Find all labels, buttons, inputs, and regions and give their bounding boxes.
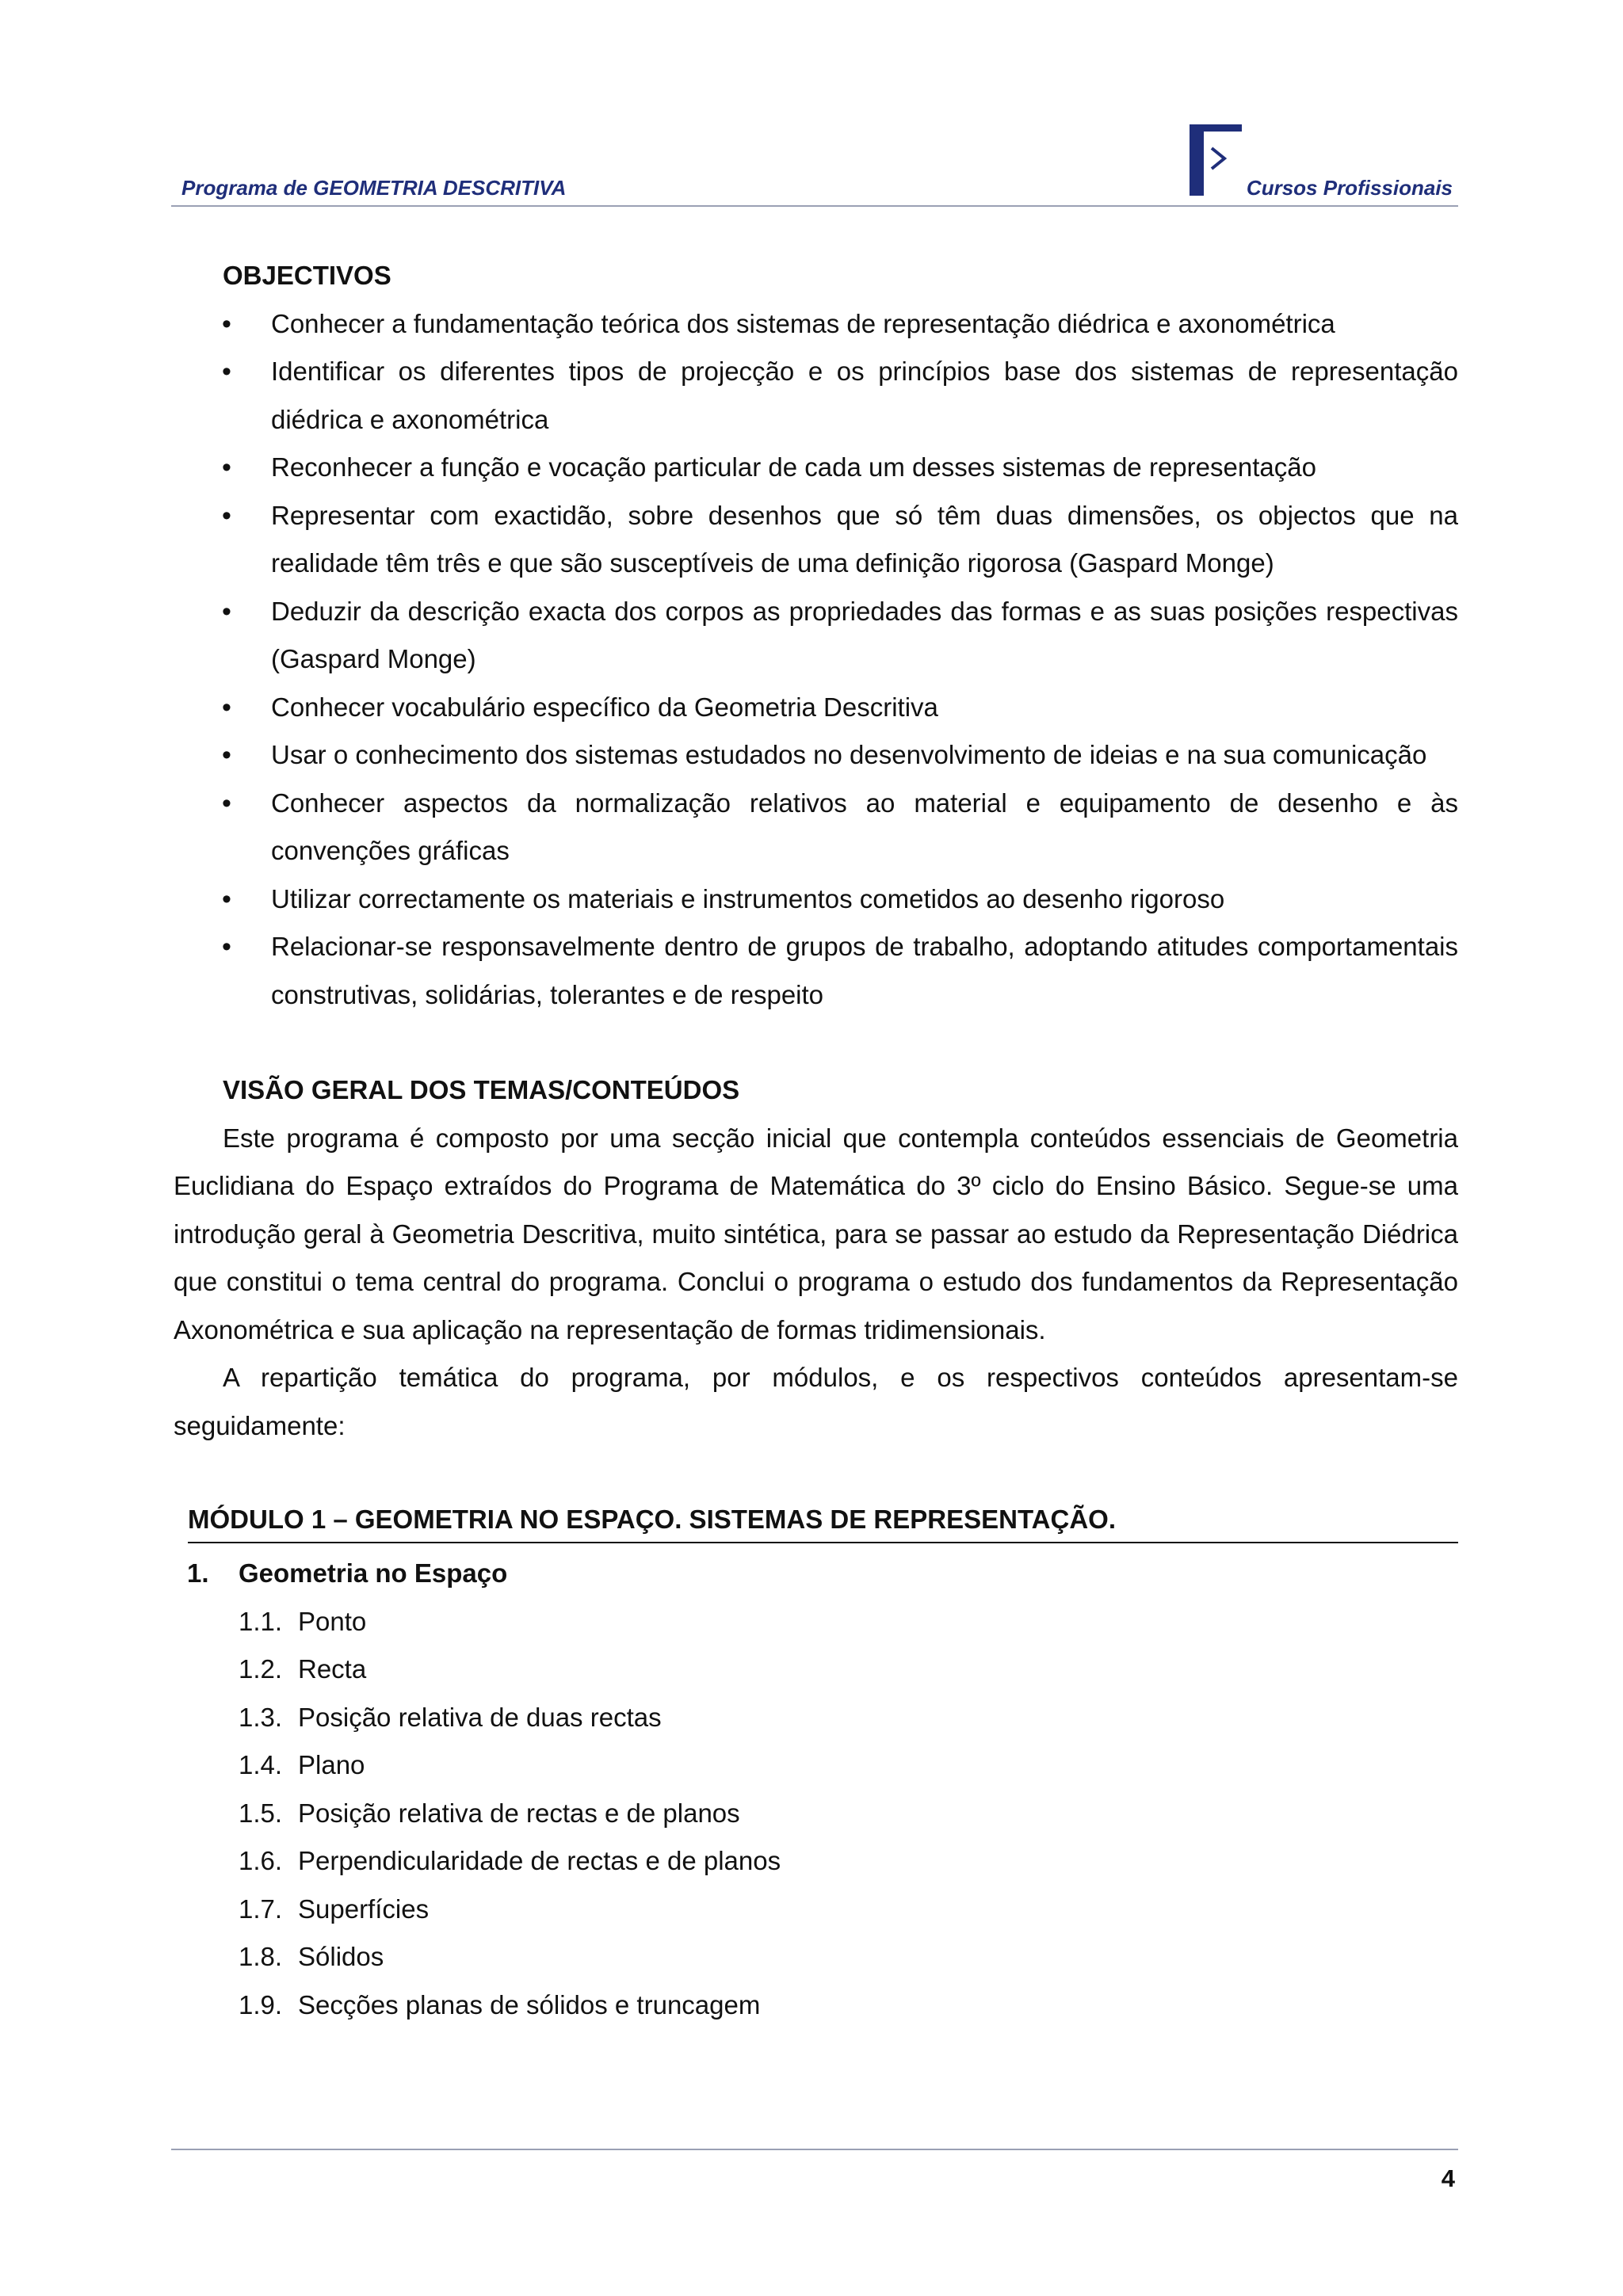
page-content: [174, 252, 1458, 2029]
item-label: Sólidos: [298, 1942, 384, 1971]
list-item: • Utilizar correctamente os materiais e instrumentos cometidos ao desenho rigoroso: [174, 875, 1458, 924]
item-number: 1.8.: [239, 1942, 283, 1971]
list-item: [174, 1741, 1458, 1790]
bracket-arrow-logo-icon: [1190, 124, 1245, 196]
list-item: [174, 1837, 1458, 1886]
spacer: [174, 1450, 1458, 1497]
objectives-list: [174, 300, 1458, 1020]
objectives-heading: OBJECTIVOS: [223, 261, 391, 290]
item-label: Perpendicularidade de rectas e de planos: [298, 1846, 781, 1875]
series-title: Cursos Profissionais: [1246, 176, 1453, 200]
item-number: 1.3.: [239, 1702, 283, 1732]
item-number: 1.1.: [239, 1606, 283, 1636]
item-number: 1.7.: [239, 1894, 283, 1924]
item-label: Superfícies: [298, 1894, 430, 1924]
item-number: 1.4.: [239, 1750, 283, 1779]
overview-paragraph: Este programa é composto por uma secção inicial que contempla conteúdos essenciais de Geometria Euclidiana do Espaço extraídos do Programa de Matemática do 3º ciclo do Ensino Básico. Segue-se uma introdução geral à Geometria Descritiva, muito sintética, para se passar ao estudo da Representação Diédrica que constitui o tema central do programa. Conclui o programa o estudo dos fundamentos da Representação Axonométrica e sua aplicação na representação de formas tridimensionais.: [174, 1123, 1458, 1344]
list-item: [174, 1598, 1458, 1646]
list-item: • Conhecer aspectos da normalização relativos ao material e equipamento de desenho e às convenções gráficas: [174, 780, 1458, 875]
program-title: Programa de GEOMETRIA DESCRITIVA: [181, 176, 567, 200]
item-label: Plano: [298, 1750, 365, 1779]
item-label: Ponto: [298, 1606, 367, 1636]
module-topics-list: [174, 1598, 1458, 2030]
footer-divider: [171, 2149, 1458, 2150]
item-number: 1.6.: [239, 1846, 283, 1875]
list-item: [174, 1694, 1458, 1742]
spacer: [174, 1019, 1458, 1066]
page-number: 4: [1441, 2164, 1455, 2192]
list-item: • Conhecer vocabulário específico da Geometria Descritiva: [174, 684, 1458, 732]
list-item: [174, 1981, 1458, 2030]
list-item: • Deduzir da descrição exacta dos corpos as propriedades das formas e as suas posições respectivas (Gaspard Monge): [174, 588, 1458, 684]
list-item: [174, 1790, 1458, 1838]
section-label: Geometria no Espaço: [239, 1558, 508, 1588]
list-item: • Relacionar-se responsavelmente dentro de grupos de trabalho, adoptando atitudes comportamentais construtivas, solidárias, tolerantes e de respeito: [174, 923, 1458, 1019]
list-item: • Reconhecer a função e vocação particular de cada um desses sistemas de representação: [174, 444, 1458, 492]
list-item: • Conhecer a fundamentação teórica dos sistemas de representação diédrica e axonométrica: [174, 300, 1458, 349]
item-label: Recta: [298, 1654, 367, 1684]
list-item: • Representar com exactidão, sobre desenhos que só têm duas dimensões, os objectos que na realidade têm três e que são susceptíveis de uma definição rigorosa (Gaspard Monge): [174, 492, 1458, 588]
overview-paragraph: A repartição temática do programa, por módulos, e os respectivos conteúdos apresentam-se seguidamente:: [174, 1363, 1458, 1440]
list-item: [174, 1646, 1458, 1694]
item-label: Secções planas de sólidos e truncagem: [298, 1989, 761, 2019]
item-number: 1.5.: [239, 1798, 283, 1828]
section-title: [174, 1550, 1458, 1598]
overview-heading: VISÃO GERAL DOS TEMAS/CONTEÚDOS: [223, 1075, 740, 1104]
header-divider: [171, 205, 1458, 207]
list-item: • Usar o conhecimento dos sistemas estudados no desenvolvimento de ideias e na sua comunicação: [174, 731, 1458, 780]
item-label: Posição relativa de rectas e de planos: [298, 1798, 740, 1828]
list-item: [174, 1933, 1458, 1981]
item-number: 1.2.: [239, 1654, 283, 1684]
list-item: • Identificar os diferentes tipos de projecção e os princípios base dos sistemas de representação diédrica e axonométrica: [174, 348, 1458, 444]
item-number: 1.9.: [239, 1989, 283, 2019]
list-item: [174, 1886, 1458, 1934]
module-title: MÓDULO 1 – GEOMETRIA NO ESPAÇO. SISTEMAS DE REPRESENTAÇÃO.: [188, 1497, 1458, 1543]
item-label: Posição relativa de duas rectas: [298, 1702, 662, 1732]
section-number: 1.: [187, 1558, 209, 1588]
